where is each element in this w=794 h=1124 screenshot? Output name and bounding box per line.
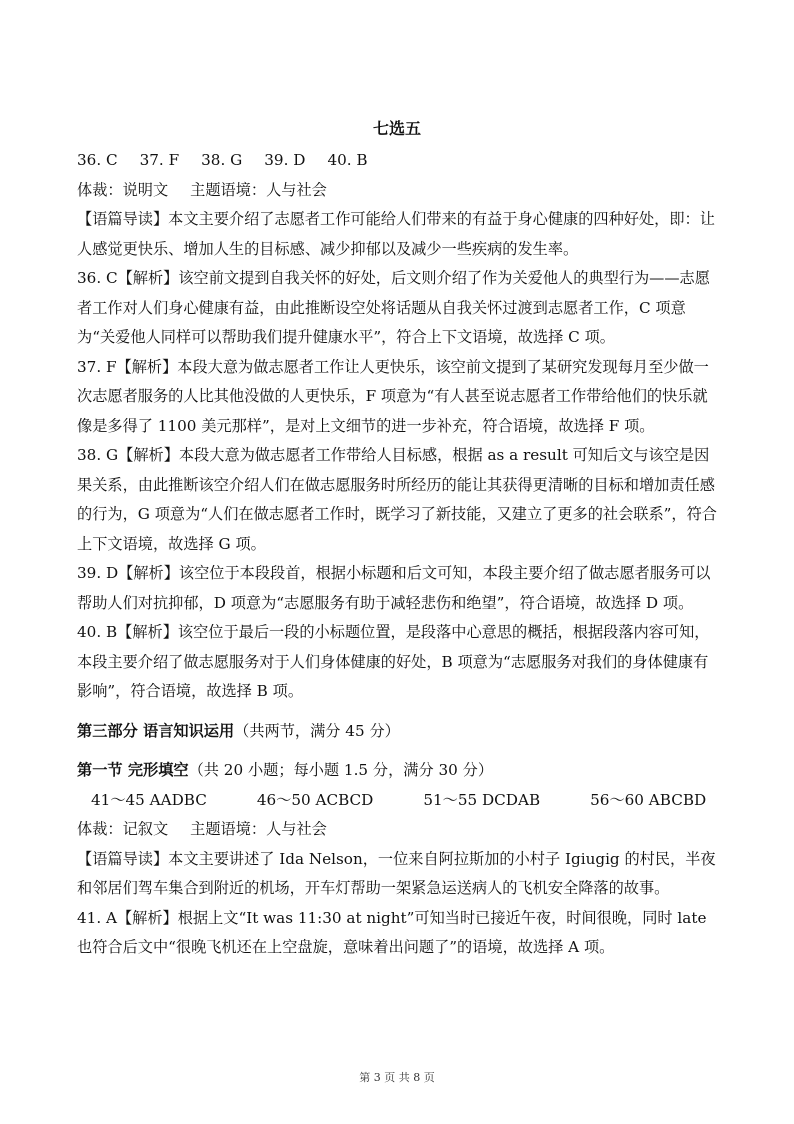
genre-theme-line-2 [77,815,717,845]
cloze-answers-56-60: 56～60 ABCBD [590,790,707,809]
cloze-answer-row [77,786,717,816]
item-number: 38. G [77,446,119,464]
answer-40: 40. B [327,151,368,169]
analysis-text: 本段大意为做志愿者工作让人更快乐，该空前文提到了某研究发现每月至少做一次志愿者服务的人比其他没做的人更快乐，F 项意为“有人甚至说志愿者工作带给他们的快乐就像是多得了 1100 美元那样”，是对上文细节的进一步补充，符合语境，故选择 F 项。 [77,357,709,435]
theme-label: 主题语境：人与社会 [190,820,327,838]
explanation-36 [77,264,717,353]
reading-guide-paragraph [77,205,717,264]
analysis-tag: 【解析】 [118,446,179,464]
page-footer: 第 3 页 共 8 页 [359,1071,435,1084]
reading-guide-tag: 【语篇导读】 [77,849,169,868]
genre-theme-line [77,176,717,206]
item-number: 41. A [77,908,117,927]
explanation-40 [77,618,717,707]
analysis-text: 根据上文“It was 11:30 at night”可知当时已接近午夜，时间很晚，同时 late 也符合后文中“很晚飞机还在上空盘旋，意味着出问题了”的语境，故选择 A 项。 [77,908,707,956]
part-three-note: （共两节，满分 45 分） [234,721,400,740]
section-one-heading [77,756,717,786]
analysis-tag: 【解析】 [117,269,179,287]
item-number: 40. B [77,623,118,641]
analysis-text: 本段大意为做志愿者工作带给人目标感，根据 as a result 可知后文与该空是因果关系，由此推断该空介绍人们在做志愿服务时所经历的能让其获得更清晰的目标和增加责任感的行为，G 项意为“人们在做志愿者工作时，既学习了新技能，又建立了更多的社会联系”，符合上下文语境，故选择 G 项。 [77,446,717,553]
reading-guide-paragraph-2 [77,845,717,904]
reading-guide-text: 本文主要讲述了 Ida Nelson，一位来自阿拉斯加的小村子 Igiugig 的村民，半夜和邻居们驾车集合到附近的机场，开车灯帮助一架紧急运送病人的飞机安全降落的故事。 [77,849,716,897]
cloze-answers-46-50: 46～50 ACBCD [256,790,374,809]
section-title: 七选五 [372,119,421,138]
explanation-41 [77,904,717,963]
cloze-answers-41-45: 41～45 AADBC [91,790,207,809]
reading-guide-text: 本文主要介绍了志愿者工作可能给人们带来的有益于身心健康的四种好处，即：让人感觉更快乐、增加人生的目标感、减少抑郁以及减少一些疾病的发生率。 [77,210,715,258]
item-number: 36. C [77,269,118,287]
cloze-answers-51-55: 51～55 DCDAB [423,790,541,809]
explanation-38 [77,441,717,559]
analysis-tag: 【解析】 [116,908,178,927]
analysis-text: 该空前文提到自我关怀的好处，后文则介绍了作为关爱他人的典型行为——志愿者工作对人们身心健康有益，由此推断设空处将话题从自我关怀过渡到志愿者工作，C 项意为“关爱他人同样可以帮助我们提升健康水平”，符合上下文语境，故选择 C 项。 [77,269,710,346]
analysis-text: 该空位于最后一段的小标题位置，是段落中心意思的概括，根据段落内容可知，本段主要介绍了做志愿服务对于人们身体健康的好处，B 项意为“志愿服务对我们的身体健康有影响”，符合语境，故选择 B 项。 [77,623,710,700]
analysis-tag: 【解析】 [117,623,178,641]
document-body [77,146,717,963]
answer-36: 36. C [77,151,118,169]
answer-key-row [77,146,717,176]
section-one-title: 第一节 完形填空 [77,761,189,779]
answer-37: 37. F [139,151,180,169]
part-three-heading [77,717,717,747]
reading-guide-tag: 【语篇导读】 [77,210,169,228]
theme-label: 主题语境：人与社会 [190,180,327,199]
answer-39: 39. D [264,151,306,169]
analysis-tag: 【解析】 [118,564,179,582]
analysis-text: 该空位于本段段首，根据小标题和后文可知，本段主要介绍了做志愿者服务可以帮助人们对抗抑郁，D 项意为“志愿服务有助于减轻悲伤和绝望”，符合语境，故选择 D 项。 [77,564,711,612]
analysis-tag: 【解析】 [116,357,178,376]
section-one-note: （共 20 小题；每小题 1.5 分，满分 30 分） [188,761,494,779]
item-number: 37. F [77,357,117,376]
explanation-39 [77,559,717,618]
genre-label: 体裁：说明文 [77,180,169,199]
part-three-title: 第三部分 语言知识运用 [77,721,235,740]
answer-38: 38. G [201,151,243,169]
genre-label: 体裁：记叙文 [77,820,169,838]
explanation-37 [77,353,717,442]
item-number: 39. D [77,564,119,582]
